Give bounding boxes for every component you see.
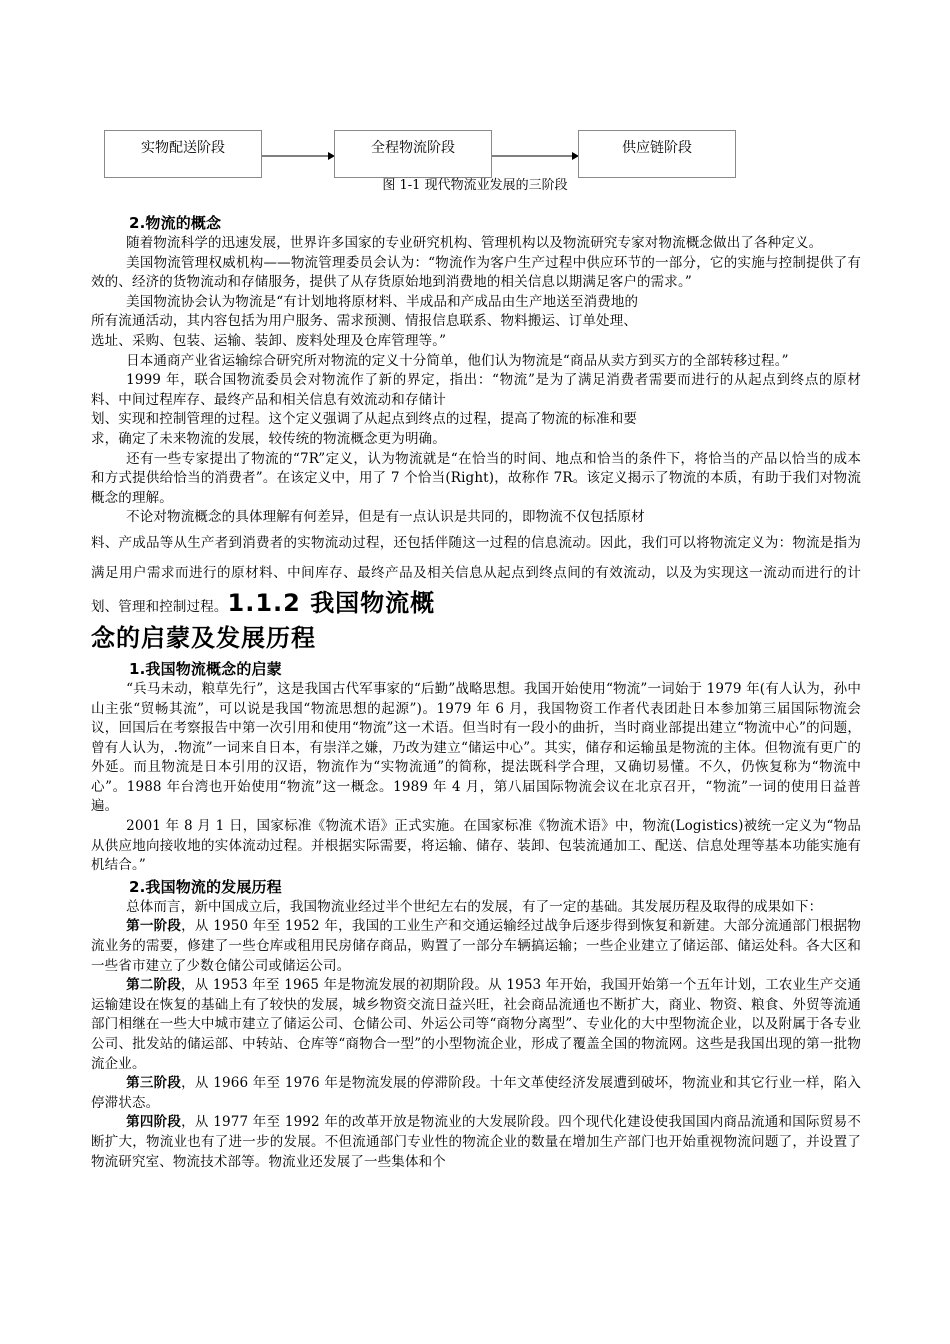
stage-paragraph	[91, 976, 861, 1074]
paragraph: 随着物流科学的迅速发展，世界许多国家的专业研究机构、管理机构以及物流研究专家对物流概念做出了各种定义。	[126, 235, 823, 251]
stage-label: 第三阶段	[126, 1075, 182, 1092]
paragraph-line: 选址、采购、包装、运输、装卸、废料处理及仓库管理等。”	[91, 332, 447, 349]
figure-box-label: 实物配送阶段	[141, 140, 225, 156]
stage-paragraph	[91, 1074, 861, 1113]
arrow-right-icon	[262, 150, 336, 162]
stage-label: 第四阶段	[126, 1114, 182, 1131]
section-heading-development-history: 2.我国物流的发展历程	[129, 877, 282, 896]
figure-box-label: 全程物流阶段	[371, 140, 455, 156]
paragraph-with-heading	[91, 528, 861, 622]
figure-box-physical-distribution	[104, 130, 262, 178]
figure-caption: 图 1-1 现代物流业发展的三阶段	[382, 178, 568, 193]
section-heading-concept-enlightenment: 1.我国物流概念的启蒙	[129, 659, 282, 678]
paragraph-line: 划、实现和控制管理的过程。这个定义强调了从起点到终点的过程，提高了物流的标准和要	[91, 411, 637, 428]
chapter-heading-part1: 1.1.2 我国物流概	[227, 588, 436, 617]
stage-label: 第一阶段	[126, 918, 182, 935]
stage-paragraph	[91, 1113, 861, 1172]
document-body	[91, 212, 861, 1172]
paragraph-line: 所有流通活动，其内容包括为用户服务、需求预测、情报信息联系、物料搬运、订单处理、	[91, 313, 637, 330]
paragraph-line: 不论对物流概念的具体理解有何差异，但是有一点认识是共同的，即物流不仅包括原材	[126, 509, 645, 526]
paragraph: 总体而言，新中国成立后，我国物流业经过半个世纪左右的发展，有了一定的基础。其发展历程及取得的成果如下：	[126, 898, 823, 915]
stage-paragraph	[91, 917, 861, 976]
arrow-right-icon	[492, 150, 580, 162]
paragraph-line: 美国物流协会认为物流是“有计划地将原材料、半成品和产成品由生产地送至消费地的	[126, 293, 639, 310]
stage-label: 第二阶段	[126, 977, 181, 994]
stage-text: ，从 1966 年至 1976 年是物流发展的停滞阶段。十年文革使经济发展遭到破坏，物流业和其它行业一样，陷入停滞状态。	[91, 1075, 861, 1111]
stage-text: ，从 1977 年至 1992 年的改革开放是物流业的大发展阶段。四个现代化建设使我国国内商品流通和国际贸易不断扩大，物流业也有了进一步的发展。不但流通部门专业性的物流企业的数量在增加生产部门也开始重视物流问题了，并设置了物流研究室、物流技术部等。物流业还发展了一些集体和个	[91, 1114, 861, 1170]
figure-box-supply-chain	[578, 130, 736, 178]
stage-text: ，从 1950 年至 1952 年，我国的工业生产和交通运输经过战争后逐步得到恢复和新建。大部分流通部门根据物流业务的需要，修建了一些仓库或租用民房储存商品，购置了一部分车辆搞运输；一些企业建立了储运部、储运处科。各大区和一些省市建立了少数仓储公司或储运公司。	[91, 918, 861, 974]
paragraph: 2001 年 8 月 1 日，国家标准《物流术语》正式实施。在国家标准《物流术语》中，物流(Logistics)被统一定义为“物品从供应地向接收地的实体流动过程。并根据实际需要，将运输、储存、装卸、包装流通加工、配送、信息处理等基本功能实施有机结合。”	[91, 818, 861, 874]
paragraph: “兵马未动，粮草先行”，这是我国古代军事家的“后勤”战略思想。我国开始使用“物流”一词始于 1979 年(有人认为，孙中山主张“贸畅其流”，可以说是我国“物流思想的起源”)。1979 年 6 月，我国物资工作者代表团赴日本参加第三届国际物流会议，回国后在考察报告中第一次引用和使用“物流”这一术语。但当时有一段小的曲折，当时商业部提出建立“物流中心”的问题，曾有人认为，.物流”一词来自日本，有崇洋之嫌，乃改为建立“储运中心”。其实，储存和运输虽是物流的主体。但物流有更广的外延。而且物流是日本引用的汉语，物流作为“实物流通”的简称，提法既科学合理，又确切易懂。不久，仍恢复称为“物流中心”。1988 年台湾也开始使用“物流”这一概念。1989 年 4 月，第八届国际物流会议在北京召开，“物流”一词的使用日益普遍。	[91, 680, 861, 815]
stage-text: ，从 1953 年至 1965 年是物流发展的初期阶段。从 1953 年开始，我国开始第一个五年计划，工农业生产交通运输建设在恢复的基础上有了较快的发展，城乡物资交流日益兴旺，社会商品流通也不断扩大，商业、物资、粮食、外贸等流通部门相继在一些大中城市建立了储运公司、仓储公司、外运公司等“商物分离型”、专业化的大中型物流企业，以及附属于各专业公司、批发站的储运部、中转站、仓库等“商物合一型”的小型物流企业，形成了覆盖全国的物流网。这些是我国出现的第一批物流企业。	[91, 977, 861, 1072]
figure-box-full-logistics	[334, 130, 492, 178]
paragraph: 美国物流管理权威机构——物流管理委员会认为：“物流作为客户生产过程中供应环节的一部分，它的实施与控制提供了有效的、经济的货物流动和存储服务，提供了从存货原始地到消费地的相关信息以期满足客户的需求。”	[91, 254, 861, 291]
paragraph: 日本通商产业省运输综合研究所对物流的定义十分简单，他们认为物流是“商品从卖方到买方的全部转移过程。”	[126, 352, 789, 369]
paragraph-line: 求，确定了未来物流的发展，较传统的物流概念更为明确。	[91, 430, 446, 447]
paragraph: 1999 年，联合国物流委员会对物流作了新的界定，指出：“物流”是为了满足消费者需要而进行的从起点到终点的原材料、中间过程库存、最终产品和相关信息有效流动和存储计	[91, 372, 861, 408]
paragraph: 还有一些专家提出了物流的“7R”定义，认为物流就是“在恰当的时间、地点和恰当的条件下，将恰当的产品以恰当的成本和方式提供给恰当的消费者”。在该定义中，用了 7 个恰当(Right)，故称作 7R。该定义揭示了物流的本质，有助于我们对物流概念的理解。	[91, 450, 861, 506]
section-heading-logistics-concept: 2.物流的概念	[129, 214, 222, 232]
paragraph-text: 料、产成品等从生产者到消费者的实物流动过程，还包括伴随这一过程的信息流动。因此，我们可以将物流定义为：物流是指为满足用户需求而进行的原材料、中间库存、最终产品及相关信息从起点到终点间的有效流动，以及为实现这一流动而进行的计划、管理和控制过程。	[91, 534, 861, 615]
chapter-heading-line2	[91, 622, 861, 658]
chapter-heading-part2: 念的启蒙及发展历程	[91, 623, 316, 652]
figure-box-label: 供应链阶段	[622, 140, 692, 156]
